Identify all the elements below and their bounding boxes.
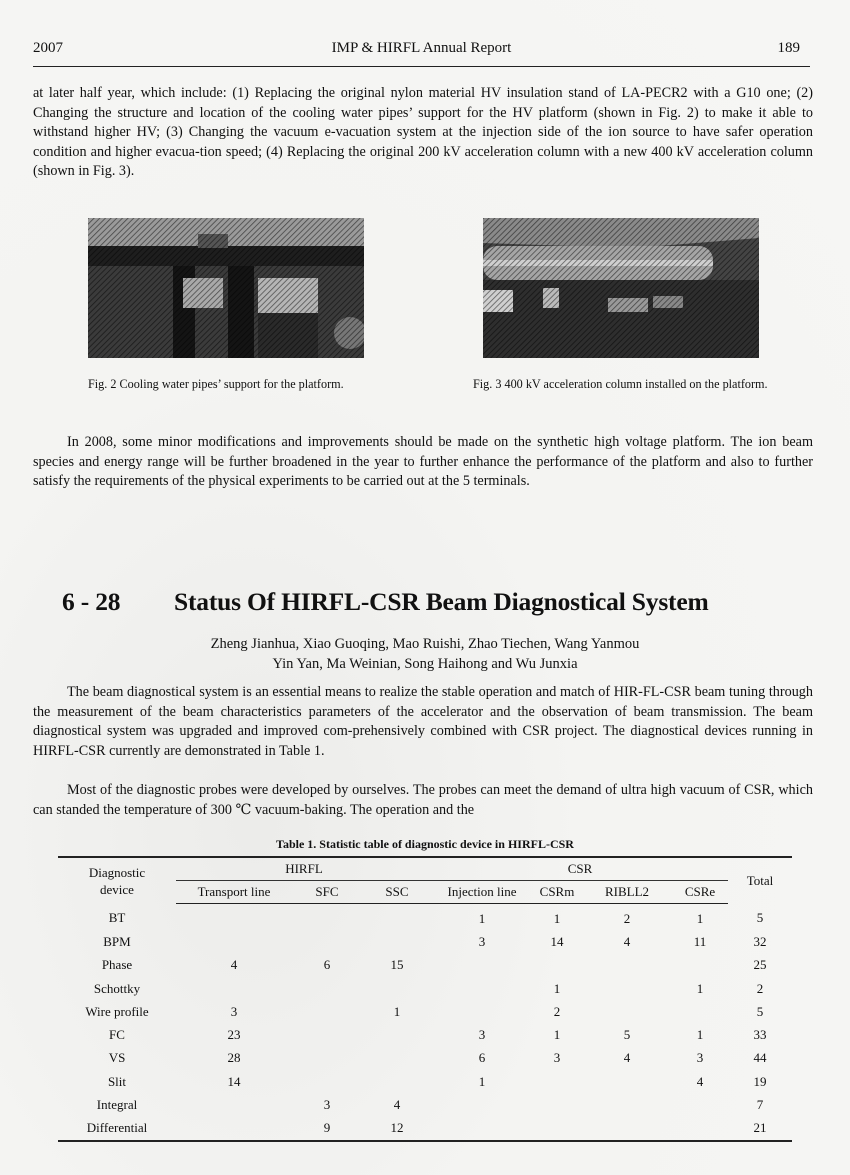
- count-cell: [176, 904, 292, 931]
- count-cell: [292, 977, 362, 1000]
- acceleration-column-photo-image: [483, 218, 759, 358]
- group-header-hirfl: HIRFL: [176, 857, 432, 881]
- total-cell: 33: [753, 1027, 767, 1043]
- count-cell: 5: [623, 1027, 631, 1043]
- count-cell: 4: [623, 1050, 631, 1066]
- group-header-csr: CSR: [432, 857, 728, 881]
- figure-2-caption: Fig. 2 Cooling water pipes’ support for the platform.: [88, 377, 344, 391]
- device-name-cell: FC: [109, 1027, 125, 1043]
- running-head: [33, 40, 810, 67]
- header-diagnostic-device: Diagnostic device: [58, 857, 176, 904]
- count-cell: 11: [693, 933, 707, 949]
- count-cell: 6: [323, 957, 331, 973]
- count-cell: 3: [553, 1050, 561, 1066]
- count-cell: [532, 1093, 582, 1116]
- count-cell: [292, 1023, 362, 1046]
- count-cell: [582, 1000, 672, 1023]
- count-cell: 6: [478, 1050, 486, 1066]
- count-cell: 3: [323, 1097, 331, 1113]
- count-cell: [672, 1117, 728, 1141]
- device-name-cell: Slit: [107, 1073, 127, 1089]
- count-cell: [292, 930, 362, 953]
- count-cell: 4: [696, 1073, 704, 1089]
- authors-line-1: Zheng Jianhua, Xiao Guoqing, Mao Ruishi, Zhao Tiechen, Wang Yanmou: [210, 636, 640, 652]
- count-cell: [532, 954, 582, 977]
- count-cell: 15: [390, 957, 404, 973]
- device-name-cell: Integral: [96, 1097, 138, 1113]
- count-cell: 23: [227, 1027, 241, 1043]
- header-year: 2007: [33, 40, 63, 56]
- table-row: [58, 1070, 792, 1093]
- device-name-cell: Schottky: [93, 980, 141, 996]
- column-header: CSRm: [532, 881, 582, 904]
- paragraph-diagnostic-intro: The beam diagnostical system is an essential means to realize the stable operation and match of HIR-FL-CSR beam tuning through the measurement of the beam characteristics parameters of the accelerator and the observation of beam transmission. The beam diagnostical system was upgraded and improved com-prehensively combined with CSR project. The diagnostical devices running in HIRFL-CSR currently are demonstrated in Table 1.: [33, 684, 813, 759]
- table-1-title: Table 1. Statistic table of diagnostic device in HIRFL-CSR: [276, 837, 574, 851]
- count-cell: [582, 954, 672, 977]
- device-name-cell: Wire profile: [85, 1003, 149, 1019]
- header-page-number: 189: [777, 40, 800, 56]
- table-row: [58, 930, 792, 953]
- count-cell: 3: [230, 1003, 238, 1019]
- total-cell: 21: [728, 1117, 792, 1141]
- count-cell: 3: [478, 1027, 486, 1043]
- table-row: [58, 1023, 792, 1046]
- count-cell: 1: [696, 980, 704, 996]
- count-cell: 1: [696, 910, 704, 926]
- count-cell: [532, 1070, 582, 1093]
- count-cell: [292, 904, 362, 931]
- count-cell: [672, 954, 728, 977]
- count-cell: [292, 1047, 362, 1070]
- count-cell: 12: [362, 1117, 432, 1141]
- figure-3-caption: Fig. 3 400 kV acceleration column installed on the platform.: [473, 377, 768, 391]
- count-cell: [432, 1000, 532, 1023]
- count-cell: 3: [696, 1050, 704, 1066]
- count-cell: [672, 1000, 728, 1023]
- count-cell: 4: [623, 933, 631, 949]
- table-row: [58, 954, 792, 977]
- section-heading: [62, 587, 709, 617]
- figure-3-photo: [483, 218, 759, 358]
- total-cell: 19: [753, 1073, 767, 1089]
- count-cell: [432, 1093, 532, 1116]
- count-cell: 2: [553, 1003, 561, 1019]
- count-cell: [362, 1047, 432, 1070]
- count-cell: 1: [478, 910, 486, 926]
- paragraph-hv-platform-changes: at later half year, which include: (1) Replacing the original nylon material HV insulation stand of LA-PECR2 with a G10 one; (2) Changing the structure and location of the cooling water pipes’ support for the HV platform (shown in Fig. 2) to make it able to withstand higher HV; (3) Changing the vacuum e-vacuation system at the injection side of the ion source to have safer operation condition and higher evacua-tion speed; (4) Replacing the original 200 kV acceleration column with a new 400 kV acceleration column (shown in Fig. 3).: [33, 85, 813, 180]
- total-cell: 5: [756, 910, 764, 926]
- count-cell: 28: [227, 1050, 241, 1066]
- section-number: 6 - 28: [62, 587, 121, 616]
- count-cell: [362, 930, 432, 953]
- total-cell: 7: [756, 1097, 764, 1113]
- count-cell: [582, 1117, 672, 1141]
- count-cell: [362, 1023, 432, 1046]
- count-cell: [582, 977, 672, 1000]
- count-cell: 1: [553, 910, 561, 926]
- table-row: [58, 1047, 792, 1070]
- count-cell: 1: [553, 1027, 561, 1043]
- device-name-cell: Phase: [101, 957, 133, 973]
- count-cell: 14: [227, 1073, 241, 1089]
- table-body: [58, 904, 792, 1141]
- column-header: Injection line: [432, 881, 532, 904]
- table-row: [58, 977, 792, 1000]
- column-header: SSC: [362, 881, 432, 904]
- count-cell: 1: [393, 1003, 401, 1019]
- count-cell: [582, 1093, 672, 1116]
- total-cell: 2: [756, 980, 764, 996]
- device-name-cell: Differential: [58, 1117, 176, 1141]
- count-cell: 14: [550, 933, 564, 949]
- count-cell: [176, 977, 292, 1000]
- count-cell: [176, 1093, 292, 1116]
- paragraph-2008-plans: In 2008, some minor modifications and improvements should be made on the synthetic high voltage platform. The ion beam species and energy range will be further broadened in the year to further enhance the performance of the platform and also to further satisfy the requirements of the physical experiments to be carried out at the 5 terminals.: [33, 434, 813, 490]
- count-cell: [292, 1000, 362, 1023]
- count-cell: [362, 977, 432, 1000]
- device-name-cell: BPM: [103, 933, 131, 949]
- count-cell: 3: [478, 933, 486, 949]
- table-row: [58, 1093, 792, 1116]
- total-cell: 44: [753, 1050, 767, 1066]
- cooling-pipes-photo-image: [88, 218, 364, 358]
- total-cell: 5: [756, 1003, 764, 1019]
- total-cell: 25: [753, 957, 767, 973]
- column-header: Transport line: [176, 881, 292, 904]
- count-cell: [672, 1093, 728, 1116]
- count-cell: 1: [696, 1027, 704, 1043]
- column-header: SFC: [292, 881, 362, 904]
- figure-2-photo: [88, 218, 364, 358]
- table-row: [58, 904, 792, 931]
- table-row: [58, 1117, 792, 1141]
- device-name-cell: BT: [108, 910, 126, 926]
- count-cell: [432, 1117, 532, 1141]
- count-cell: [292, 1070, 362, 1093]
- authors-line-2: Yin Yan, Ma Weinian, Song Haihong and Wu Junxia: [272, 656, 578, 672]
- count-cell: [532, 1117, 582, 1141]
- diagnostic-device-table: [58, 856, 792, 1142]
- count-cell: [176, 930, 292, 953]
- paragraph-probes: Most of the diagnostic probes were developed by ourselves. The probes can meet the demand of ultra high vacuum of CSR, which can standed the temperature of 300 ℃ vacuum-baking. The operation and the: [33, 782, 813, 818]
- count-cell: 1: [553, 980, 561, 996]
- header-journal-title: IMP & HIRFL Annual Report: [331, 40, 512, 56]
- header-total: Total: [728, 857, 792, 904]
- count-cell: [362, 1070, 432, 1093]
- table-row: [58, 1000, 792, 1023]
- column-header: CSRe: [672, 881, 728, 904]
- count-cell: 1: [478, 1073, 486, 1089]
- count-cell: [432, 977, 532, 1000]
- count-cell: [362, 904, 432, 931]
- count-cell: [432, 954, 532, 977]
- column-header: RIBLL2: [582, 881, 672, 904]
- section-title: Status Of HIRFL-CSR Beam Diagnostical System: [174, 587, 709, 616]
- device-name-cell: VS: [108, 1050, 126, 1066]
- count-cell: [582, 1070, 672, 1093]
- count-cell: 2: [623, 910, 631, 926]
- total-cell: 32: [753, 933, 767, 949]
- count-cell: [176, 1117, 292, 1141]
- count-cell: 9: [292, 1117, 362, 1141]
- count-cell: 4: [230, 957, 238, 973]
- count-cell: 4: [393, 1097, 401, 1113]
